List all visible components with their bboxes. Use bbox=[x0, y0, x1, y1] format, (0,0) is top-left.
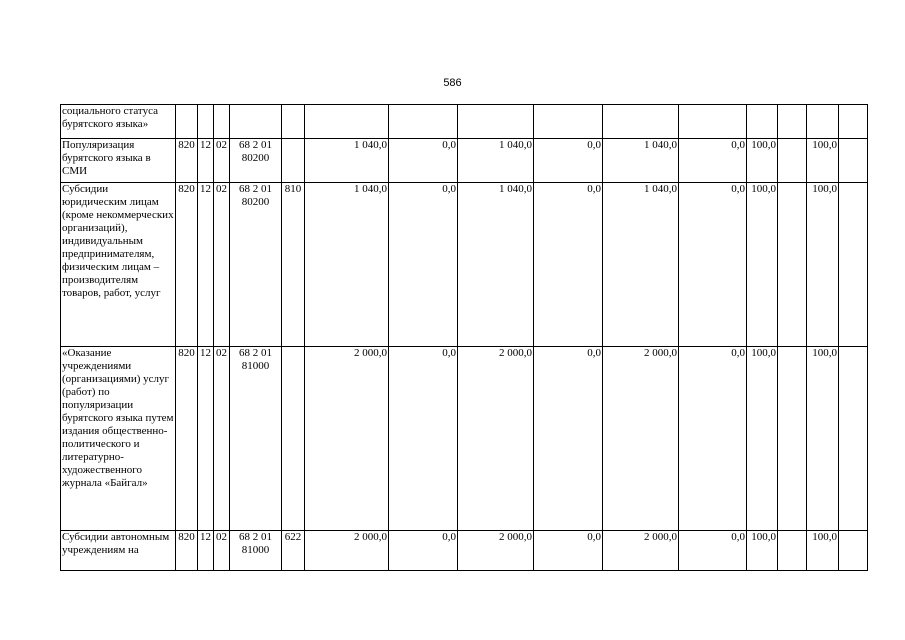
amount-cell: 1 040,0 bbox=[603, 183, 679, 347]
expense-type-cell bbox=[282, 139, 305, 183]
row-name-cell: «Оказание учреждениями (организациями) услуг (работ) по популяризации бурятского языка путем издания общественно-политического и литературно-художественного журнала «Байгал» bbox=[61, 347, 176, 531]
percent-cell bbox=[839, 139, 868, 183]
amount-cell bbox=[679, 105, 747, 139]
percent-cell bbox=[778, 183, 807, 347]
target-article-cell bbox=[230, 105, 282, 139]
subsection-code-cell: 02 bbox=[214, 531, 230, 571]
amount-cell: 0,0 bbox=[679, 183, 747, 347]
budget-table bbox=[60, 104, 868, 571]
row-name-cell: Популяризация бурятского языка в СМИ bbox=[61, 139, 176, 183]
target-article-cell: 68 2 01 81000 bbox=[230, 347, 282, 531]
percent-cell: 100,0 bbox=[807, 531, 839, 571]
expense-type-cell bbox=[282, 347, 305, 531]
section-code-cell bbox=[198, 105, 214, 139]
target-article-cell: 68 2 01 81000 bbox=[230, 531, 282, 571]
amount-cell: 2 000,0 bbox=[458, 531, 534, 571]
row-name-cell: социального статуса бурятского языка» bbox=[61, 105, 176, 139]
percent-cell bbox=[778, 347, 807, 531]
amount-cell: 1 040,0 bbox=[458, 139, 534, 183]
amount-cell: 0,0 bbox=[679, 347, 747, 531]
percent-cell: 100,0 bbox=[807, 347, 839, 531]
percent-cell bbox=[778, 139, 807, 183]
page-number: 586 bbox=[443, 77, 462, 89]
amount-cell: 0,0 bbox=[534, 347, 603, 531]
ved-code-cell: 820 bbox=[176, 139, 198, 183]
percent-cell: 100,0 bbox=[747, 531, 778, 571]
percent-cell: 100,0 bbox=[747, 139, 778, 183]
row-name-cell: Субсидии автономным учреждениям на bbox=[61, 531, 176, 571]
percent-cell bbox=[778, 531, 807, 571]
expense-type-cell: 810 bbox=[282, 183, 305, 347]
section-code-cell: 12 bbox=[198, 139, 214, 183]
amount-cell bbox=[389, 105, 458, 139]
subsection-code-cell: 02 bbox=[214, 347, 230, 531]
expense-type-cell: 622 bbox=[282, 531, 305, 571]
amount-cell: 1 040,0 bbox=[305, 183, 389, 347]
amount-cell: 2 000,0 bbox=[305, 347, 389, 531]
percent-cell bbox=[839, 183, 868, 347]
amount-cell: 2 000,0 bbox=[603, 347, 679, 531]
row-name-cell: Субсидии юридическим лицам (кроме некоммерческих организаций), индивидуальным предпринимателям, физическим лицам – производителям товаров, работ, услуг bbox=[61, 183, 176, 347]
subsection-code-cell: 02 bbox=[214, 139, 230, 183]
ved-code-cell: 820 bbox=[176, 183, 198, 347]
percent-cell bbox=[839, 531, 868, 571]
subsection-code-cell: 02 bbox=[214, 183, 230, 347]
table-row bbox=[61, 139, 868, 183]
table-row bbox=[61, 183, 868, 347]
section-code-cell: 12 bbox=[198, 183, 214, 347]
expense-type-cell bbox=[282, 105, 305, 139]
ved-code-cell: 820 bbox=[176, 347, 198, 531]
amount-cell: 0,0 bbox=[679, 139, 747, 183]
table-row bbox=[61, 531, 868, 571]
percent-cell: 100,0 bbox=[807, 183, 839, 347]
percent-cell bbox=[839, 105, 868, 139]
amount-cell: 0,0 bbox=[679, 531, 747, 571]
target-article-cell: 68 2 01 80200 bbox=[230, 183, 282, 347]
amount-cell bbox=[534, 105, 603, 139]
amount-cell: 0,0 bbox=[389, 347, 458, 531]
percent-cell: 100,0 bbox=[747, 347, 778, 531]
amount-cell: 0,0 bbox=[389, 183, 458, 347]
section-code-cell: 12 bbox=[198, 347, 214, 531]
subsection-code-cell bbox=[214, 105, 230, 139]
amount-cell: 1 040,0 bbox=[458, 183, 534, 347]
percent-cell: 100,0 bbox=[747, 183, 778, 347]
amount-cell: 0,0 bbox=[534, 183, 603, 347]
amount-cell bbox=[458, 105, 534, 139]
ved-code-cell bbox=[176, 105, 198, 139]
percent-cell bbox=[839, 347, 868, 531]
amount-cell: 1 040,0 bbox=[305, 139, 389, 183]
percent-cell: 100,0 bbox=[807, 139, 839, 183]
amount-cell bbox=[305, 105, 389, 139]
target-article-cell: 68 2 01 80200 bbox=[230, 139, 282, 183]
amount-cell: 2 000,0 bbox=[305, 531, 389, 571]
amount-cell: 0,0 bbox=[389, 139, 458, 183]
table-row bbox=[61, 347, 868, 531]
amount-cell: 1 040,0 bbox=[603, 139, 679, 183]
amount-cell: 2 000,0 bbox=[603, 531, 679, 571]
amount-cell bbox=[603, 105, 679, 139]
amount-cell: 0,0 bbox=[534, 531, 603, 571]
section-code-cell: 12 bbox=[198, 531, 214, 571]
amount-cell: 0,0 bbox=[534, 139, 603, 183]
ved-code-cell: 820 bbox=[176, 531, 198, 571]
percent-cell bbox=[747, 105, 778, 139]
amount-cell: 2 000,0 bbox=[458, 347, 534, 531]
amount-cell: 0,0 bbox=[389, 531, 458, 571]
percent-cell bbox=[778, 105, 807, 139]
percent-cell bbox=[807, 105, 839, 139]
table-row bbox=[61, 105, 868, 139]
